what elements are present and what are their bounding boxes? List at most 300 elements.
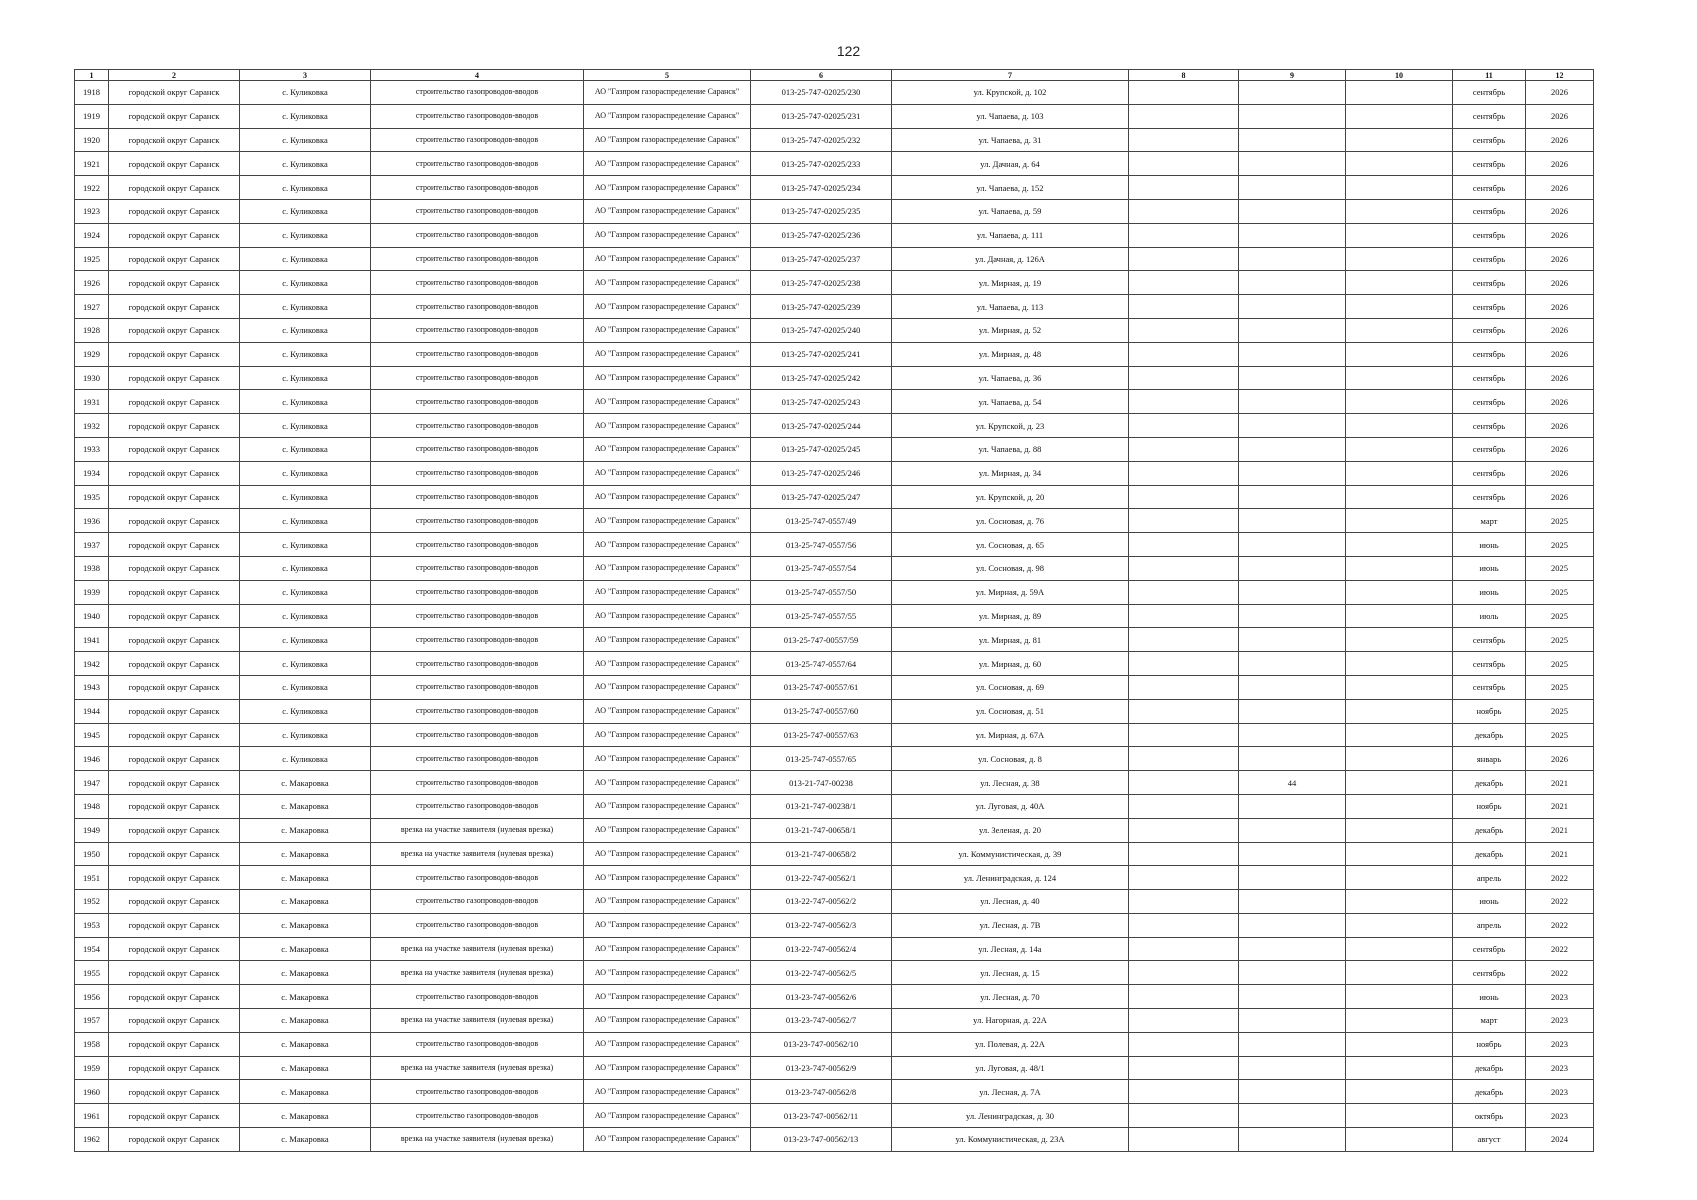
col9-value-cell — [1239, 747, 1346, 771]
month-cell: сентябрь — [1453, 104, 1526, 128]
municipality-cell: городской округ Саранск — [109, 1128, 240, 1152]
table-row — [75, 271, 1594, 295]
table-row — [75, 675, 1594, 699]
col10-value-cell — [1346, 1056, 1453, 1080]
col8-value-cell — [1129, 794, 1239, 818]
col-header: 8 — [1129, 70, 1239, 81]
contract-number-cell: 013-21-747-00658/1 — [751, 818, 892, 842]
work-type-cell: врезка на участке заявителя (нулевая врезка) — [371, 1009, 584, 1033]
month-cell: июль — [1453, 604, 1526, 628]
col10-value-cell — [1346, 485, 1453, 509]
organization-cell: АО "Газпром газораспределение Саранск" — [584, 1032, 751, 1056]
month-cell: сентябрь — [1453, 176, 1526, 200]
organization-cell: АО "Газпром газораспределение Саранск" — [584, 1104, 751, 1128]
col8-value-cell — [1129, 390, 1239, 414]
year-cell: 2023 — [1526, 1009, 1594, 1033]
municipality-cell: городской округ Саранск — [109, 818, 240, 842]
contract-number-cell: 013-25-747-0557/50 — [751, 580, 892, 604]
table-row — [75, 1104, 1594, 1128]
contract-number-cell: 013-25-747-0557/65 — [751, 747, 892, 771]
settlement-cell: с. Куликовка — [240, 366, 371, 390]
col10-value-cell — [1346, 152, 1453, 176]
year-cell: 2026 — [1526, 390, 1594, 414]
col8-value-cell — [1129, 890, 1239, 914]
municipality-cell: городской округ Саранск — [109, 176, 240, 200]
municipality-cell: городской округ Саранск — [109, 199, 240, 223]
col10-value-cell — [1346, 794, 1453, 818]
row-number-cell: 1944 — [75, 699, 109, 723]
col8-value-cell — [1129, 1128, 1239, 1152]
year-cell: 2025 — [1526, 580, 1594, 604]
col8-value-cell — [1129, 295, 1239, 319]
col8-value-cell — [1129, 1104, 1239, 1128]
table-row — [75, 652, 1594, 676]
row-number-cell: 1922 — [75, 176, 109, 200]
year-cell: 2021 — [1526, 771, 1594, 795]
organization-cell: АО "Газпром газораспределение Саранск" — [584, 414, 751, 438]
row-number-cell: 1953 — [75, 913, 109, 937]
col8-value-cell — [1129, 533, 1239, 557]
row-number-cell: 1958 — [75, 1032, 109, 1056]
organization-cell: АО "Газпром газораспределение Саранск" — [584, 247, 751, 271]
month-cell: сентябрь — [1453, 247, 1526, 271]
month-cell: декабрь — [1453, 771, 1526, 795]
month-cell: сентябрь — [1453, 461, 1526, 485]
organization-cell: АО "Газпром газораспределение Саранск" — [584, 961, 751, 985]
col9-value-cell — [1239, 842, 1346, 866]
month-cell: сентябрь — [1453, 223, 1526, 247]
year-cell: 2026 — [1526, 295, 1594, 319]
month-cell: март — [1453, 509, 1526, 533]
col10-value-cell — [1346, 747, 1453, 771]
row-number-cell: 1940 — [75, 604, 109, 628]
work-type-cell: врезка на участке заявителя (нулевая врезка) — [371, 842, 584, 866]
col9-value-cell — [1239, 318, 1346, 342]
table-row — [75, 747, 1594, 771]
settlement-cell: с. Макаровка — [240, 1080, 371, 1104]
contract-number-cell: 013-25-747-02025/241 — [751, 342, 892, 366]
settlement-cell: с. Куликовка — [240, 580, 371, 604]
table-row — [75, 247, 1594, 271]
address-cell: ул. Сосновая, д. 76 — [892, 509, 1129, 533]
row-number-cell: 1951 — [75, 866, 109, 890]
work-type-cell: строительство газопроводов-вводов — [371, 414, 584, 438]
year-cell: 2025 — [1526, 628, 1594, 652]
month-cell: сентябрь — [1453, 390, 1526, 414]
work-type-cell: строительство газопроводов-вводов — [371, 771, 584, 795]
table-row — [75, 152, 1594, 176]
row-number-cell: 1936 — [75, 509, 109, 533]
col8-value-cell — [1129, 104, 1239, 128]
table-row — [75, 961, 1594, 985]
table-body — [75, 81, 1594, 1152]
table-row — [75, 937, 1594, 961]
settlement-cell: с. Макаровка — [240, 771, 371, 795]
address-cell: ул. Коммунистическая, д. 39 — [892, 842, 1129, 866]
work-type-cell: строительство газопроводов-вводов — [371, 1032, 584, 1056]
col8-value-cell — [1129, 723, 1239, 747]
month-cell: декабрь — [1453, 1056, 1526, 1080]
settlement-cell: с. Куликовка — [240, 318, 371, 342]
contract-number-cell: 013-22-747-00562/4 — [751, 937, 892, 961]
col8-value-cell — [1129, 818, 1239, 842]
settlement-cell: с. Куликовка — [240, 437, 371, 461]
address-cell: ул. Лесная, д. 38 — [892, 771, 1129, 795]
municipality-cell: городской округ Саранск — [109, 390, 240, 414]
row-number-cell: 1957 — [75, 1009, 109, 1033]
col10-value-cell — [1346, 104, 1453, 128]
month-cell: сентябрь — [1453, 199, 1526, 223]
row-number-cell: 1925 — [75, 247, 109, 271]
table-row — [75, 223, 1594, 247]
organization-cell: АО "Газпром газораспределение Саранск" — [584, 390, 751, 414]
col8-value-cell — [1129, 556, 1239, 580]
year-cell: 2026 — [1526, 414, 1594, 438]
address-cell: ул. Нагорная, д. 22А — [892, 1009, 1129, 1033]
col9-value-cell — [1239, 604, 1346, 628]
contract-number-cell: 013-25-747-02025/235 — [751, 199, 892, 223]
col9-value-cell — [1239, 794, 1346, 818]
address-cell: ул. Сосновая, д. 98 — [892, 556, 1129, 580]
address-cell: ул. Чапаева, д. 36 — [892, 366, 1129, 390]
municipality-cell: городской округ Саранск — [109, 1104, 240, 1128]
row-number-cell: 1960 — [75, 1080, 109, 1104]
work-type-cell: строительство газопроводов-вводов — [371, 199, 584, 223]
col9-value-cell — [1239, 1032, 1346, 1056]
year-cell: 2023 — [1526, 985, 1594, 1009]
table-row — [75, 318, 1594, 342]
organization-cell: АО "Газпром газораспределение Саранск" — [584, 176, 751, 200]
year-cell: 2025 — [1526, 556, 1594, 580]
work-type-cell: строительство газопроводов-вводов — [371, 176, 584, 200]
organization-cell: АО "Газпром газораспределение Саранск" — [584, 1080, 751, 1104]
work-type-cell: строительство газопроводов-вводов — [371, 485, 584, 509]
year-cell: 2025 — [1526, 723, 1594, 747]
col-header: 3 — [240, 70, 371, 81]
table-row — [75, 437, 1594, 461]
table-row — [75, 104, 1594, 128]
municipality-cell: городской округ Саранск — [109, 223, 240, 247]
row-number-cell: 1931 — [75, 390, 109, 414]
contract-number-cell: 013-25-747-02025/247 — [751, 485, 892, 509]
month-cell: апрель — [1453, 913, 1526, 937]
row-number-cell: 1924 — [75, 223, 109, 247]
col9-value-cell — [1239, 556, 1346, 580]
row-number-cell: 1923 — [75, 199, 109, 223]
row-number-cell: 1933 — [75, 437, 109, 461]
month-cell: сентябрь — [1453, 675, 1526, 699]
organization-cell: АО "Газпром газораспределение Саранск" — [584, 152, 751, 176]
work-type-cell: врезка на участке заявителя (нулевая врезка) — [371, 1128, 584, 1152]
col10-value-cell — [1346, 223, 1453, 247]
row-number-cell: 1918 — [75, 81, 109, 105]
row-number-cell: 1955 — [75, 961, 109, 985]
contract-number-cell: 013-25-747-00557/60 — [751, 699, 892, 723]
register-table — [74, 69, 1594, 1152]
work-type-cell: строительство газопроводов-вводов — [371, 247, 584, 271]
municipality-cell: городской округ Саранск — [109, 271, 240, 295]
month-cell: сентябрь — [1453, 652, 1526, 676]
col8-value-cell — [1129, 913, 1239, 937]
col9-value-cell — [1239, 437, 1346, 461]
col10-value-cell — [1346, 866, 1453, 890]
col8-value-cell — [1129, 985, 1239, 1009]
contract-number-cell: 013-25-747-02025/236 — [751, 223, 892, 247]
table-row — [75, 366, 1594, 390]
organization-cell: АО "Газпром газораспределение Саранск" — [584, 652, 751, 676]
address-cell: ул. Зеленая, д. 20 — [892, 818, 1129, 842]
col9-value-cell — [1239, 366, 1346, 390]
organization-cell: АО "Газпром газораспределение Саранск" — [584, 1128, 751, 1152]
year-cell: 2022 — [1526, 866, 1594, 890]
month-cell: сентябрь — [1453, 295, 1526, 319]
col10-value-cell — [1346, 1009, 1453, 1033]
organization-cell: АО "Газпром газораспределение Саранск" — [584, 104, 751, 128]
month-cell: сентябрь — [1453, 485, 1526, 509]
organization-cell: АО "Газпром газораспределение Саранск" — [584, 842, 751, 866]
settlement-cell: с. Макаровка — [240, 794, 371, 818]
col9-value-cell — [1239, 1104, 1346, 1128]
row-number-cell: 1935 — [75, 485, 109, 509]
month-cell: июнь — [1453, 556, 1526, 580]
organization-cell: АО "Газпром газораспределение Саранск" — [584, 771, 751, 795]
row-number-cell: 1962 — [75, 1128, 109, 1152]
col9-value-cell — [1239, 1080, 1346, 1104]
year-cell: 2023 — [1526, 1080, 1594, 1104]
work-type-cell: строительство газопроводов-вводов — [371, 461, 584, 485]
municipality-cell: городской округ Саранск — [109, 985, 240, 1009]
settlement-cell: с. Макаровка — [240, 913, 371, 937]
municipality-cell: городской округ Саранск — [109, 723, 240, 747]
month-cell: сентябрь — [1453, 152, 1526, 176]
table-row — [75, 509, 1594, 533]
col9-value-cell — [1239, 104, 1346, 128]
address-cell: ул. Мирная, д. 67А — [892, 723, 1129, 747]
settlement-cell: с. Куликовка — [240, 128, 371, 152]
row-number-cell: 1946 — [75, 747, 109, 771]
address-cell: ул. Луговая, д. 48/1 — [892, 1056, 1129, 1080]
col10-value-cell — [1346, 81, 1453, 105]
municipality-cell: городской округ Саранск — [109, 152, 240, 176]
organization-cell: АО "Газпром газораспределение Саранск" — [584, 985, 751, 1009]
municipality-cell: городской округ Саранск — [109, 771, 240, 795]
contract-number-cell: 013-23-747-00562/9 — [751, 1056, 892, 1080]
municipality-cell: городской округ Саранск — [109, 1080, 240, 1104]
col10-value-cell — [1346, 1080, 1453, 1104]
settlement-cell: с. Куликовка — [240, 604, 371, 628]
col-header: 7 — [892, 70, 1129, 81]
table-row — [75, 342, 1594, 366]
row-number-cell: 1939 — [75, 580, 109, 604]
col8-value-cell — [1129, 652, 1239, 676]
organization-cell: АО "Газпром газораспределение Саранск" — [584, 1056, 751, 1080]
col9-value-cell — [1239, 1128, 1346, 1152]
row-number-cell: 1937 — [75, 533, 109, 557]
col8-value-cell — [1129, 509, 1239, 533]
col-header: 12 — [1526, 70, 1594, 81]
table-row — [75, 818, 1594, 842]
contract-number-cell: 013-22-747-00562/1 — [751, 866, 892, 890]
contract-number-cell: 013-21-747-00238 — [751, 771, 892, 795]
col10-value-cell — [1346, 937, 1453, 961]
month-cell: июнь — [1453, 985, 1526, 1009]
contract-number-cell: 013-25-747-02025/232 — [751, 128, 892, 152]
address-cell: ул. Чапаева, д. 152 — [892, 176, 1129, 200]
col8-value-cell — [1129, 247, 1239, 271]
year-cell: 2026 — [1526, 747, 1594, 771]
settlement-cell: с. Макаровка — [240, 866, 371, 890]
settlement-cell: с. Куликовка — [240, 104, 371, 128]
settlement-cell: с. Куликовка — [240, 152, 371, 176]
contract-number-cell: 013-25-747-02025/238 — [751, 271, 892, 295]
year-cell: 2026 — [1526, 485, 1594, 509]
table-row — [75, 628, 1594, 652]
row-number-cell: 1945 — [75, 723, 109, 747]
address-cell: ул. Чапаева, д. 113 — [892, 295, 1129, 319]
municipality-cell: городской округ Саранск — [109, 890, 240, 914]
year-cell: 2026 — [1526, 271, 1594, 295]
address-cell: ул. Чапаева, д. 54 — [892, 390, 1129, 414]
address-cell: ул. Мирная, д. 81 — [892, 628, 1129, 652]
table-row — [75, 533, 1594, 557]
municipality-cell: городской округ Саранск — [109, 533, 240, 557]
settlement-cell: с. Куликовка — [240, 699, 371, 723]
settlement-cell: с. Куликовка — [240, 81, 371, 105]
address-cell: ул. Сосновая, д. 51 — [892, 699, 1129, 723]
col8-value-cell — [1129, 604, 1239, 628]
address-cell: ул. Лесная, д. 14а — [892, 937, 1129, 961]
contract-number-cell: 013-25-747-0557/49 — [751, 509, 892, 533]
organization-cell: АО "Газпром газораспределение Саранск" — [584, 271, 751, 295]
col10-value-cell — [1346, 652, 1453, 676]
col9-value-cell — [1239, 152, 1346, 176]
organization-cell: АО "Газпром газораспределение Саранск" — [584, 318, 751, 342]
year-cell: 2025 — [1526, 652, 1594, 676]
settlement-cell: с. Куликовка — [240, 342, 371, 366]
municipality-cell: городской округ Саранск — [109, 128, 240, 152]
row-number-cell: 1949 — [75, 818, 109, 842]
col8-value-cell — [1129, 961, 1239, 985]
year-cell: 2022 — [1526, 890, 1594, 914]
table-row — [75, 580, 1594, 604]
settlement-cell: с. Куликовка — [240, 247, 371, 271]
col9-value-cell — [1239, 176, 1346, 200]
organization-cell: АО "Газпром газораспределение Саранск" — [584, 366, 751, 390]
settlement-cell: с. Куликовка — [240, 176, 371, 200]
year-cell: 2026 — [1526, 176, 1594, 200]
settlement-cell: с. Куликовка — [240, 271, 371, 295]
col9-value-cell — [1239, 1009, 1346, 1033]
table-row — [75, 1032, 1594, 1056]
col8-value-cell — [1129, 485, 1239, 509]
col10-value-cell — [1346, 604, 1453, 628]
table-row — [75, 842, 1594, 866]
settlement-cell: с. Макаровка — [240, 818, 371, 842]
col9-value-cell — [1239, 818, 1346, 842]
month-cell: декабрь — [1453, 842, 1526, 866]
row-number-cell: 1961 — [75, 1104, 109, 1128]
month-cell: июнь — [1453, 890, 1526, 914]
col9-value-cell — [1239, 890, 1346, 914]
municipality-cell: городской округ Саранск — [109, 318, 240, 342]
table-row — [75, 866, 1594, 890]
col8-value-cell — [1129, 366, 1239, 390]
col8-value-cell — [1129, 866, 1239, 890]
col10-value-cell — [1346, 176, 1453, 200]
municipality-cell: городской округ Саранск — [109, 556, 240, 580]
work-type-cell: строительство газопроводов-вводов — [371, 628, 584, 652]
month-cell: сентябрь — [1453, 366, 1526, 390]
col9-value-cell — [1239, 723, 1346, 747]
row-number-cell: 1941 — [75, 628, 109, 652]
col10-value-cell — [1346, 366, 1453, 390]
municipality-cell: городской округ Саранск — [109, 747, 240, 771]
col8-value-cell — [1129, 199, 1239, 223]
address-cell: ул. Мирная, д. 48 — [892, 342, 1129, 366]
table-row — [75, 295, 1594, 319]
organization-cell: АО "Газпром газораспределение Саранск" — [584, 580, 751, 604]
organization-cell: АО "Газпром газораспределение Саранск" — [584, 699, 751, 723]
municipality-cell: городской округ Саранск — [109, 295, 240, 319]
month-cell: декабрь — [1453, 818, 1526, 842]
address-cell: ул. Полевая, д. 22А — [892, 1032, 1129, 1056]
table-row — [75, 1128, 1594, 1152]
col10-value-cell — [1346, 1128, 1453, 1152]
month-cell: сентябрь — [1453, 437, 1526, 461]
organization-cell: АО "Газпром газораспределение Саранск" — [584, 533, 751, 557]
address-cell: ул. Мирная, д. 52 — [892, 318, 1129, 342]
table-row — [75, 913, 1594, 937]
organization-cell: АО "Газпром газораспределение Саранск" — [584, 128, 751, 152]
col10-value-cell — [1346, 985, 1453, 1009]
year-cell: 2026 — [1526, 461, 1594, 485]
settlement-cell: с. Макаровка — [240, 1056, 371, 1080]
work-type-cell: строительство газопроводов-вводов — [371, 366, 584, 390]
year-cell: 2024 — [1526, 1128, 1594, 1152]
col10-value-cell — [1346, 461, 1453, 485]
page-number: 122 — [836, 43, 861, 59]
col8-value-cell — [1129, 699, 1239, 723]
row-number-cell: 1950 — [75, 842, 109, 866]
table-row — [75, 604, 1594, 628]
month-cell: сентябрь — [1453, 414, 1526, 438]
col9-value-cell — [1239, 628, 1346, 652]
contract-number-cell: 013-25-747-02025/240 — [751, 318, 892, 342]
municipality-cell: городской округ Саранск — [109, 414, 240, 438]
col8-value-cell — [1129, 675, 1239, 699]
col10-value-cell — [1346, 271, 1453, 295]
work-type-cell: строительство газопроводов-вводов — [371, 890, 584, 914]
organization-cell: АО "Газпром газораспределение Саранск" — [584, 437, 751, 461]
col9-value-cell — [1239, 580, 1346, 604]
address-cell: ул. Лесная, д. 7В — [892, 913, 1129, 937]
organization-cell: АО "Газпром газораспределение Саранск" — [584, 342, 751, 366]
organization-cell: АО "Газпром газораспределение Саранск" — [584, 461, 751, 485]
col9-value-cell — [1239, 985, 1346, 1009]
work-type-cell: строительство газопроводов-вводов — [371, 556, 584, 580]
col8-value-cell — [1129, 461, 1239, 485]
col9-value-cell — [1239, 1056, 1346, 1080]
address-cell: ул. Лесная, д. 40 — [892, 890, 1129, 914]
work-type-cell: строительство газопроводов-вводов — [371, 866, 584, 890]
col8-value-cell — [1129, 1009, 1239, 1033]
municipality-cell: городской округ Саранск — [109, 794, 240, 818]
settlement-cell: с. Куликовка — [240, 556, 371, 580]
month-cell: сентябрь — [1453, 271, 1526, 295]
col10-value-cell — [1346, 390, 1453, 414]
settlement-cell: с. Куликовка — [240, 390, 371, 414]
address-cell: ул. Лесная, д. 70 — [892, 985, 1129, 1009]
